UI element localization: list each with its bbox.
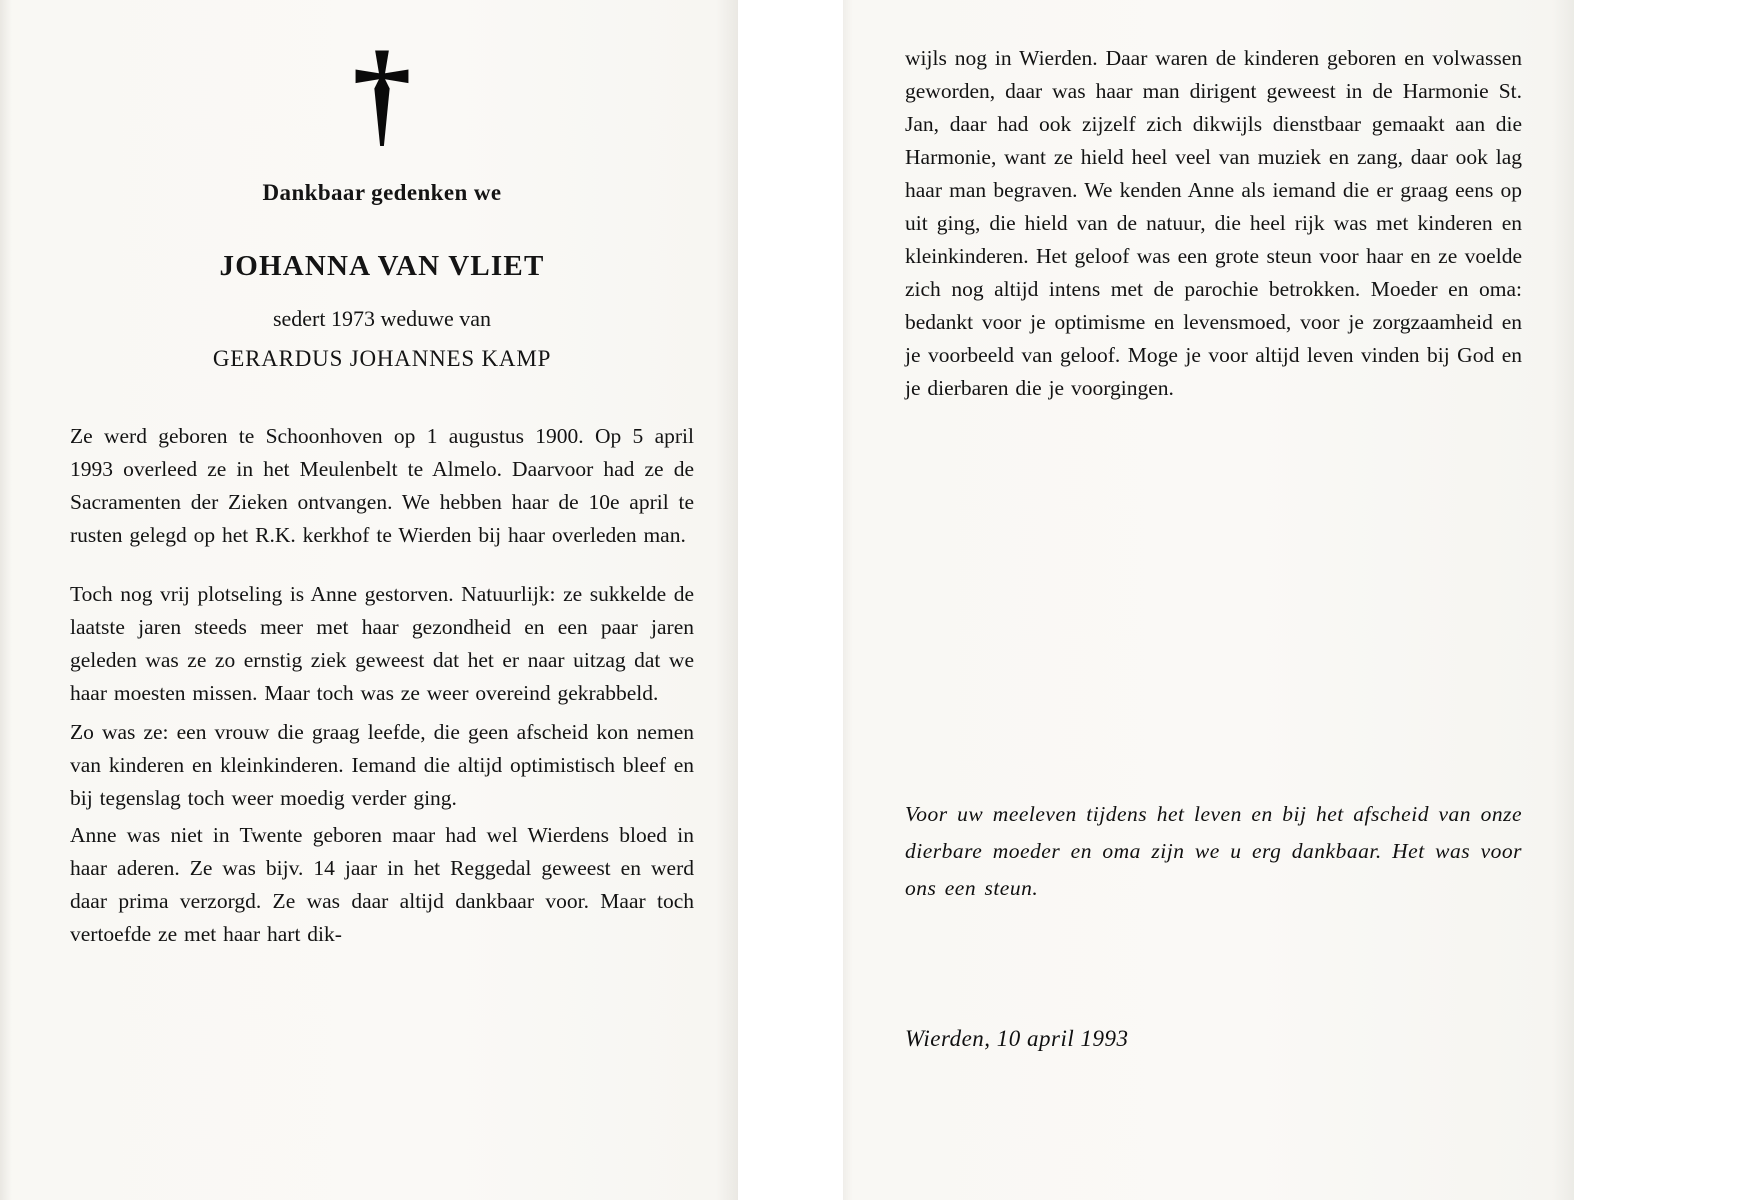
acknowledgement-paragraph: Voor uw meeleven tijdens het leven en bij het afscheid van onze dierbare moeder en oma zijn we u erg dankbaar. Het was voor ons een steun. — [905, 802, 1522, 900]
right-page-body — [905, 42, 1522, 405]
widow-line: sedert 1973 weduwe van — [272, 306, 492, 331]
closing-place-date: Wierden, 10 april 1993 — [905, 1026, 1129, 1051]
intro-line: Dankbaar gedenken we — [262, 180, 502, 205]
paragraph-sudden-death: Toch nog vrij plotseling is Anne gestorven. Natuurlijk: ze sukkelde de laatste jaren steeds meer met haar gezondheid en een paar jaren geleden was ze zo ernstig ziek geweest dat het er naar uitzag dat we haar moesten missen. Maar toch was ze weer overeind gekrabbeld. — [70, 582, 694, 705]
paragraph-character: Zo was ze: een vrouw die graag leefde, die geen afscheid kon nemen van kinderen en kleinkinderen. Iemand die altijd optimistisch bleef en bij tegenslag toch weer moedig verder ging. — [70, 720, 694, 810]
husband-name: GERARDUS JOHANNES KAMP — [212, 346, 552, 371]
left-page — [0, 0, 738, 1200]
left-page-body — [70, 420, 694, 951]
right-page — [843, 0, 1574, 1200]
cross-icon: † — [352, 27, 412, 158]
paragraph-birth-death: Ze werd geboren te Schoonhoven op 1 augustus 1900. Op 5 april 1993 overleed ze in het Meulenbelt te Almelo. Daarvoor had ze de Sacramenten der Zieken ontvangen. We hebben haar de 10e april te rusten gelegd op het R.K. kerkhof te Wierden bij haar overleden man. — [70, 424, 694, 547]
paragraph-wierden-life: wijls nog in Wierden. Daar waren de kinderen geboren en volwassen geworden, daar was haar man dirigent geweest in de Harmonie St. Jan, daar had ook zijzelf zich dikwijls dienstbaar gemaakt aan die Harmonie, want ze hield heel veel van muziek en zang, daar ook lag haar man begraven. We kenden Anne als iemand die er graag eens op uit ging, die hield van de natuur, die heel rijk was met kinderen en kleinkinderen. Het geloof was een grote steun voor haar en ze voelde zich nog altijd intens met de parochie betrokken. Moeder en oma: bedankt voor je optimisme en levensmoed, voor je zorgzaamheid en je voorbeeld van geloof. Moge je voor altijd leven vinden bij God en je dierbaren die je voorgingen. — [905, 46, 1522, 400]
deceased-name: JOHANNA VAN VLIET — [219, 250, 545, 282]
paragraph-origins: Anne was niet in Twente geboren maar had wel Wierdens bloed in haar aderen. Ze was bijv. 14 jaar in het Reggedal geweest en werd daar prima verzorgd. Ze was daar altijd dankbaar voor. Maar toch vertoefde ze met haar hart dik- — [70, 823, 694, 946]
